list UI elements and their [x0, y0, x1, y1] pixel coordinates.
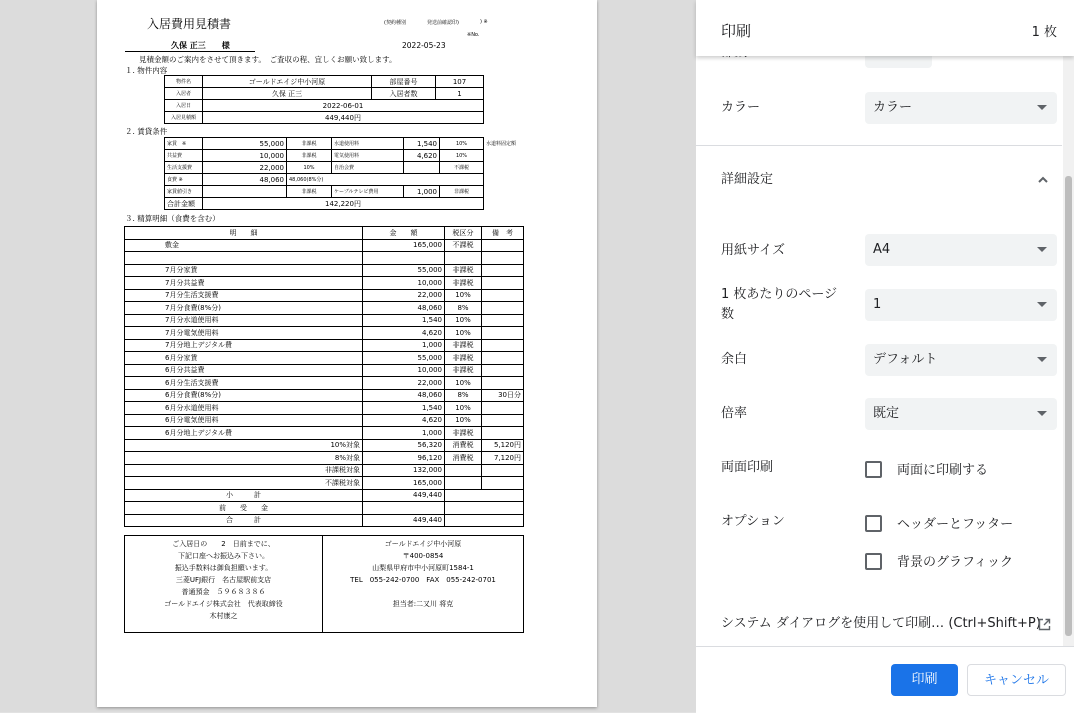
table-cell: 55,000: [363, 264, 445, 277]
table-cell: 6月分食費(8%分): [125, 389, 363, 402]
table-cell: 10,000: [363, 364, 445, 377]
table-cell: 55,000: [363, 352, 445, 365]
chevron-down-icon: [1037, 247, 1047, 252]
margins-select[interactable]: デフォルト: [865, 344, 1057, 376]
table-cell: 22,000: [363, 289, 445, 302]
table-cell: [482, 327, 524, 340]
table-row: [125, 402, 524, 415]
table-cell: [363, 502, 445, 515]
table-cell: 6月分水道使用料: [125, 402, 363, 415]
table-cell: 明 細: [125, 227, 363, 240]
table-cell: 7月分生活支援費: [125, 289, 363, 302]
table-cell: 7月分水道使用料: [125, 314, 363, 327]
headers-footers-checkbox[interactable]: [865, 515, 882, 532]
table-cell: 6月分電気使用料: [125, 414, 363, 427]
table-cell: [482, 264, 524, 277]
table-row: [125, 227, 524, 240]
company-line: 担当者:二又川 将克: [392, 600, 454, 608]
print-settings-panel: [696, 0, 1074, 712]
table-row: [125, 314, 524, 327]
table-row: [125, 502, 524, 515]
table-cell: 1,540: [363, 402, 445, 415]
payment-info: [125, 536, 323, 633]
table-row: [125, 389, 524, 402]
background-graphics-checkbox[interactable]: [865, 553, 882, 570]
table-cell: 30日分: [482, 389, 524, 402]
table-cell: 7,120円: [482, 452, 524, 465]
chevron-down-icon: [1037, 411, 1047, 416]
chevron-down-icon: [1037, 357, 1047, 362]
table-row: [125, 514, 524, 527]
company-info: [323, 536, 524, 633]
table-cell: 449,440: [363, 514, 445, 527]
scale-label: 倍率: [721, 406, 748, 421]
table-cell: 48,060: [363, 302, 445, 315]
table-row: [125, 489, 524, 502]
sheet-count: 1 枚: [1031, 25, 1057, 40]
table-cell: 1,000: [363, 427, 445, 440]
table-row: [125, 239, 524, 252]
payment-line: ご入居日の 2 日前までに、: [172, 540, 275, 548]
color-select[interactable]: カラー: [865, 92, 1057, 124]
payment-line: 振込手数料は御負担願います。: [174, 564, 273, 572]
table-cell: [482, 414, 524, 427]
table-cell: 小 計: [125, 489, 363, 502]
payment-line: 普通預金 ５９６８３８６: [181, 588, 266, 596]
payment-line: 木村康之: [209, 612, 238, 620]
cancel-button[interactable]: キャンセル: [967, 664, 1066, 696]
table-cell: 5,120円: [482, 439, 524, 452]
document-page: [97, 0, 597, 707]
rent-table: 家賃 ※ 55,000 非課税 水道使用料 1,540 10% 共益費 10,000 非課税 電気使用料 4,620 10% 生活支援費 22,000 10% 自治会費 不課税 食費 ※ 48,060 48,060(8%分) 家賃値引き 非課税 ケーブルテレビ費用 1,000 非課税 合計金額 142,220円: [164, 137, 484, 210]
table-row: [125, 339, 524, 352]
table-cell: 非課税対象: [125, 464, 363, 477]
table-cell: 不課税対象: [125, 477, 363, 490]
table-cell: 10%対象: [125, 439, 363, 452]
table-cell: [482, 377, 524, 390]
doc-note: (契約種別: [384, 20, 406, 26]
table-cell: [482, 277, 524, 290]
divider: [696, 145, 1062, 146]
table-cell: 10%: [445, 414, 482, 427]
payment-line: 三菱UFJ銀行 名古屋駅前支店: [175, 576, 272, 584]
paper-size-label: 用紙サイズ: [721, 243, 785, 258]
table-cell: 非課税: [445, 277, 482, 290]
table-row: [125, 464, 524, 477]
table-row: [125, 439, 524, 452]
chevron-down-icon: [1037, 105, 1047, 110]
panel-footer: [696, 646, 1074, 713]
table-cell: 56,320: [363, 439, 445, 452]
table-cell: [482, 352, 524, 365]
table-cell: [482, 477, 524, 490]
table-cell: [125, 252, 363, 265]
table-cell: 合 計: [125, 514, 363, 527]
table-cell: 敷金: [125, 239, 363, 252]
table-cell: [482, 289, 524, 302]
doc-note: 発送前確認印): [427, 20, 459, 26]
doc-intro: 見積金額のご案内をさせて頂きます。 ご査収の程、宜しくお願い致します。: [139, 55, 397, 64]
table-row: [125, 377, 524, 390]
table-cell: [482, 302, 524, 315]
table-cell: 1,540: [363, 314, 445, 327]
table-row: [125, 289, 524, 302]
table-cell: [445, 502, 524, 515]
company-line: ゴールドエイジ中小河原: [384, 540, 462, 548]
table-cell: 8%: [445, 389, 482, 402]
table-cell: 税区分: [445, 227, 482, 240]
table-cell: [445, 252, 482, 265]
table-cell: 449,440: [363, 489, 445, 502]
doc-note: ) ※: [480, 19, 488, 25]
table-row: [125, 277, 524, 290]
company-line: 〒400-0854: [402, 552, 444, 560]
table-cell: 22,000: [363, 377, 445, 390]
section-3: ３. 精算明細（食費を含む）: [125, 214, 220, 223]
table-row: [125, 327, 524, 340]
print-button[interactable]: 印刷: [891, 664, 958, 696]
table-cell: 10%: [445, 289, 482, 302]
table-cell: 6月分生活支援費: [125, 377, 363, 390]
table-row: [125, 414, 524, 427]
table-cell: [363, 252, 445, 265]
table-cell: [482, 364, 524, 377]
payment-table: [124, 535, 524, 633]
settings-scrollbar[interactable]: [1063, 56, 1074, 646]
table-cell: 48,060: [363, 389, 445, 402]
table-cell: 1,000: [363, 339, 445, 352]
table-cell: [445, 464, 482, 477]
table-cell: [482, 239, 524, 252]
duplex-label: 両面印刷: [721, 460, 774, 475]
table-cell: [482, 427, 524, 440]
table-cell: 4,620: [363, 414, 445, 427]
table-cell: [482, 402, 524, 415]
table-cell: 7月分食費(8%分): [125, 302, 363, 315]
settings-scroll[interactable]: [696, 56, 1074, 646]
payment-line: 下記口座へお振込み下さい。: [178, 552, 269, 560]
table-cell: [482, 464, 524, 477]
table-cell: 非課税: [445, 339, 482, 352]
advanced-settings-toggle[interactable]: 詳細設定: [721, 172, 774, 187]
pages-per-sheet-label: 1 枚あたりのページ数: [721, 287, 838, 322]
table-cell: 6月分共益費: [125, 364, 363, 377]
table-row: [125, 302, 524, 315]
table-cell: [482, 314, 524, 327]
table-cell: [445, 514, 524, 527]
table-cell: 7月分共益費: [125, 277, 363, 290]
table-cell: 非課税: [445, 364, 482, 377]
table-row: [125, 477, 524, 490]
section-1: １. 物件内容: [125, 66, 168, 75]
chevron-up-icon[interactable]: [1037, 174, 1049, 186]
table-cell: 10%: [445, 377, 482, 390]
headers-footers-label[interactable]: ヘッダーとフッター: [897, 517, 1014, 532]
open-in-new-icon[interactable]: [1038, 618, 1051, 631]
table-cell: 165,000: [363, 477, 445, 490]
table-cell: 132,000: [363, 464, 445, 477]
table-cell: [482, 339, 524, 352]
pages-per-sheet-select[interactable]: 1: [865, 289, 1057, 321]
company-line: TEL 055-242-0700 FAX 055-242-0701: [350, 576, 496, 584]
table-cell: 不課税: [445, 239, 482, 252]
system-dialog-link[interactable]: システム ダイアログを使用して印刷… (Ctrl+Shift+P): [721, 616, 1041, 631]
table-row: [125, 252, 524, 265]
table-cell: 6月分家賃: [125, 352, 363, 365]
table-cell: 非課税: [445, 427, 482, 440]
rent-note: 水道料固定額: [486, 141, 517, 147]
table-cell: 非課税: [445, 264, 482, 277]
paper-size-select[interactable]: A4: [865, 234, 1057, 266]
property-table: 物件名 ゴールドエイジ中小河原 部屋番号 107 入居者 久保 正三 入居者数 1 入居日 2022-06-01 入居見積額 449,440円: [164, 75, 484, 124]
table-cell: 前 受 金: [125, 502, 363, 515]
company-line: 山梨県甲府市中小河原町1584-1: [372, 564, 474, 572]
table-cell: 7月分電気使用料: [125, 327, 363, 340]
panel-header: [696, 0, 1074, 56]
table-cell: 10%: [445, 327, 482, 340]
table-cell: 7月分地上デジタル費: [125, 339, 363, 352]
duplex-checkbox[interactable]: [865, 461, 882, 478]
table-cell: 金 額: [363, 227, 445, 240]
margins-label: 余白: [721, 352, 748, 367]
table-cell: 96,120: [363, 452, 445, 465]
table-cell: [445, 477, 482, 490]
table-cell: 7月分家賃: [125, 264, 363, 277]
table-cell: 備 考: [482, 227, 524, 240]
payment-line: ゴールドエイジ株式会社 代表取締役: [164, 600, 283, 608]
table-cell: 8%: [445, 302, 482, 315]
table-cell: 消費税: [445, 452, 482, 465]
table-row: [125, 264, 524, 277]
doc-no: ※No.: [467, 32, 480, 38]
table-cell: 165,000: [363, 239, 445, 252]
table-cell: 10,000: [363, 277, 445, 290]
table-cell: 6月分地上デジタル費: [125, 427, 363, 440]
table-cell: [482, 252, 524, 265]
table-cell: 10%: [445, 314, 482, 327]
color-label: カラー: [721, 100, 761, 115]
table-cell: [445, 489, 524, 502]
panel-title: 印刷: [721, 22, 752, 40]
table-cell: 8%対象: [125, 452, 363, 465]
table-cell: 非課税: [445, 352, 482, 365]
table-cell: 消費税: [445, 439, 482, 452]
scrollbar-thumb[interactable]: [1065, 176, 1072, 636]
duplex-option-label[interactable]: 両面に印刷する: [897, 463, 989, 478]
doc-title: 入居費用見積書: [147, 17, 232, 31]
background-graphics-label[interactable]: 背景のグラフィック: [897, 555, 1013, 570]
section-2: ２. 賃貸条件: [125, 127, 168, 136]
table-row: [125, 364, 524, 377]
chevron-down-icon: [1037, 302, 1047, 307]
table-cell: 4,620: [363, 327, 445, 340]
table-cell: 10%: [445, 402, 482, 415]
table-row: [125, 352, 524, 365]
table-row: [125, 452, 524, 465]
options-label: オプション: [721, 514, 785, 529]
customer-name: 久保 正三 様: [125, 40, 255, 52]
scale-select[interactable]: 既定: [865, 398, 1057, 430]
table-row: [125, 427, 524, 440]
doc-date: 2022-05-23: [402, 41, 446, 50]
detail-table: [124, 226, 524, 527]
